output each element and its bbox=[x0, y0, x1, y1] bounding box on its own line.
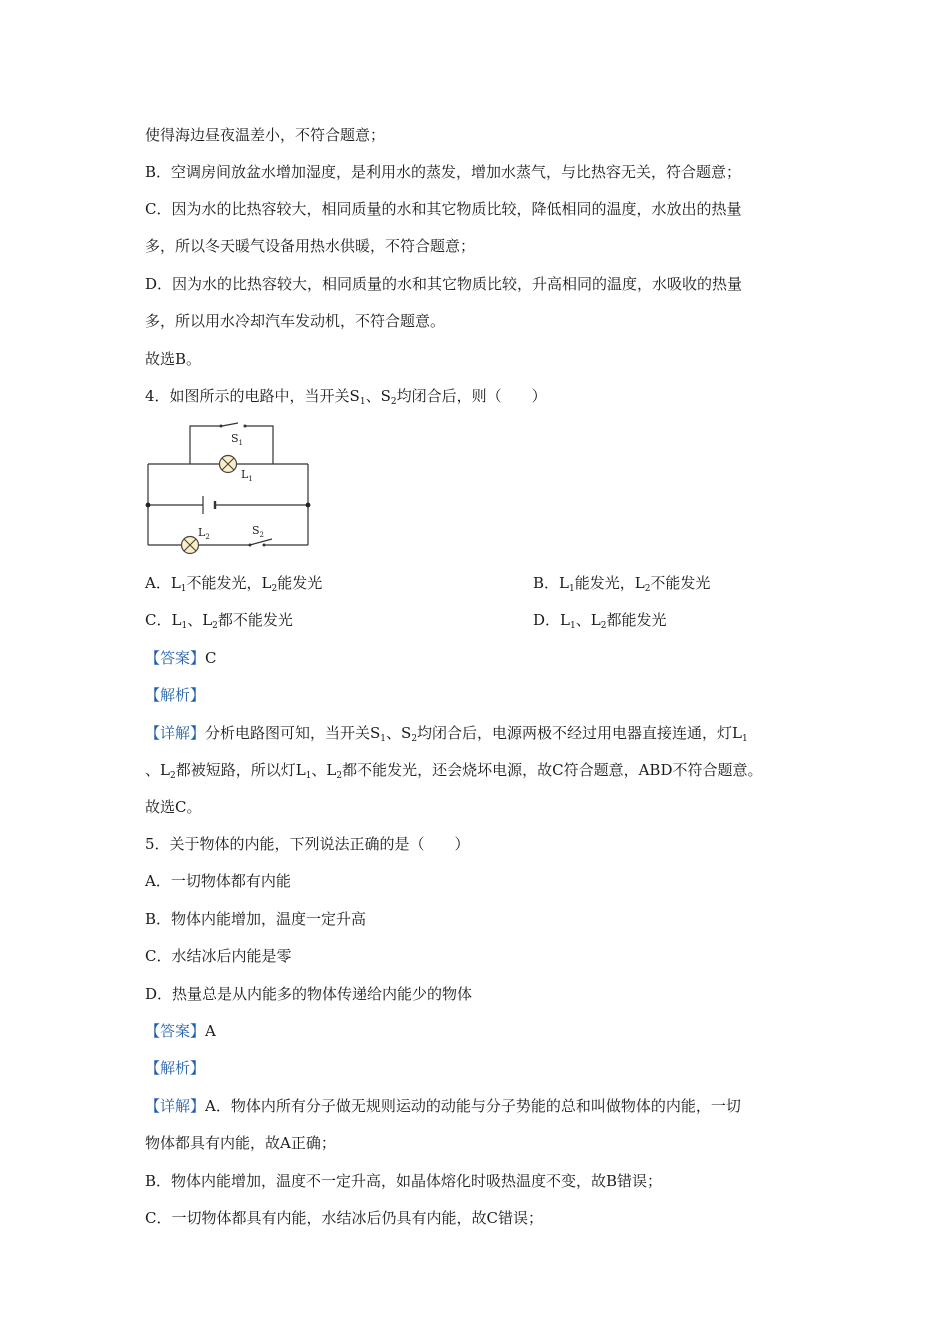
q5-stem: 5．关于物体的内能，下列说法正确的是（ ） bbox=[145, 835, 470, 853]
q4-answer: 【答案】C bbox=[145, 649, 217, 667]
label-s1: $S_1$ bbox=[231, 432, 244, 447]
junction-dot bbox=[306, 503, 311, 508]
q4-option-b: B．$L_1$能发光，$L_2$不能发光 bbox=[533, 574, 711, 594]
q4-detail-line-1: 【详解】分析电路图可知，当开关$S_1$、$S_2$均闭合后，电源两极不经过用电器直接连通，灯$L_1$ bbox=[145, 724, 748, 744]
q4-conclusion: 故选C。 bbox=[145, 798, 202, 816]
junction-dot bbox=[146, 503, 151, 508]
q5-option-c: C．水结冰后内能是零 bbox=[145, 947, 292, 965]
label-s2: $S_2$ bbox=[252, 524, 265, 539]
q4-stem: 4．如图所示的电路中，当开关$S_1$、$S_2$均闭合后，则（ ） bbox=[145, 387, 547, 407]
circuit-diagram bbox=[138, 418, 318, 560]
q4-option-d: D．$L_1$、$L_2$都能发光 bbox=[533, 611, 667, 631]
q3-text-line: 使得海边昼夜温差小，不符合题意； bbox=[145, 126, 386, 144]
q5-detail-line-3: B．物体内能增加，温度不一定升高，如晶体熔化时吸热温度不变，故B错误； bbox=[145, 1172, 663, 1190]
q4-detail-line-2: 、$L_2$都被短路，所以灯$L_1$、$L_2$都不能发光，还会烧坏电源，故C符合题意，ABD不符合题意。 bbox=[145, 761, 763, 781]
q5-option-b: B．物体内能增加，温度一定升高 bbox=[145, 910, 367, 928]
q3-option-c-explanation: C．因为水的比热容较大，相同质量的水和其它物质比较，降低相同的温度，水放出的热量 bbox=[145, 200, 742, 218]
q3-conclusion: 故选B。 bbox=[145, 350, 202, 368]
q5-answer: 【答案】A bbox=[145, 1022, 216, 1040]
q4-option-a: A．$L_1$不能发光，$L_2$能发光 bbox=[145, 574, 323, 594]
lamp-l2-icon bbox=[182, 537, 199, 554]
q4-option-c: C．$L_1$、$L_2$都不能发光 bbox=[145, 611, 293, 631]
q5-detail-line-1: 【详解】A．物体内所有分子做无规则运动的动能与分子势能的总和叫做物体的内能，一切 bbox=[145, 1097, 741, 1115]
label-l1: $L_1$ bbox=[241, 468, 253, 483]
q5-option-a: A．一切物体都有内能 bbox=[145, 872, 291, 890]
q5-detail-line-2: 物体都具有内能，故A正确； bbox=[145, 1134, 336, 1152]
q3-option-b-explanation: B．空调房间放盆水增加湿度，是利用水的蒸发，增加水蒸气，与比热容无关，符合题意； bbox=[145, 163, 742, 181]
q5-option-d: D．热量总是从内能多的物体传递给内能少的物体 bbox=[145, 985, 473, 1003]
switch-s2-blade bbox=[250, 539, 272, 545]
switch-s1-blade bbox=[222, 423, 238, 426]
q3-option-d-explanation: D．因为水的比热容较大，相同质量的水和其它物质比较，升高相同的温度，水吸收的热量 bbox=[145, 275, 743, 293]
q3-text-line: 多，所以用水冷却汽车发动机，不符合题意。 bbox=[145, 312, 446, 330]
battery-icon bbox=[203, 496, 215, 514]
q4-analysis-heading: 【解析】 bbox=[145, 686, 206, 704]
q5-detail-line-4: C．一切物体都具有内能，水结冰后仍具有内能，故C错误； bbox=[145, 1209, 543, 1227]
q3-text-line: 多，所以冬天暖气设备用热水供暖，不符合题意； bbox=[145, 237, 476, 255]
q5-analysis-heading: 【解析】 bbox=[145, 1059, 206, 1077]
label-l2: $L_2$ bbox=[198, 526, 210, 541]
lamp-l1-icon bbox=[220, 456, 237, 473]
